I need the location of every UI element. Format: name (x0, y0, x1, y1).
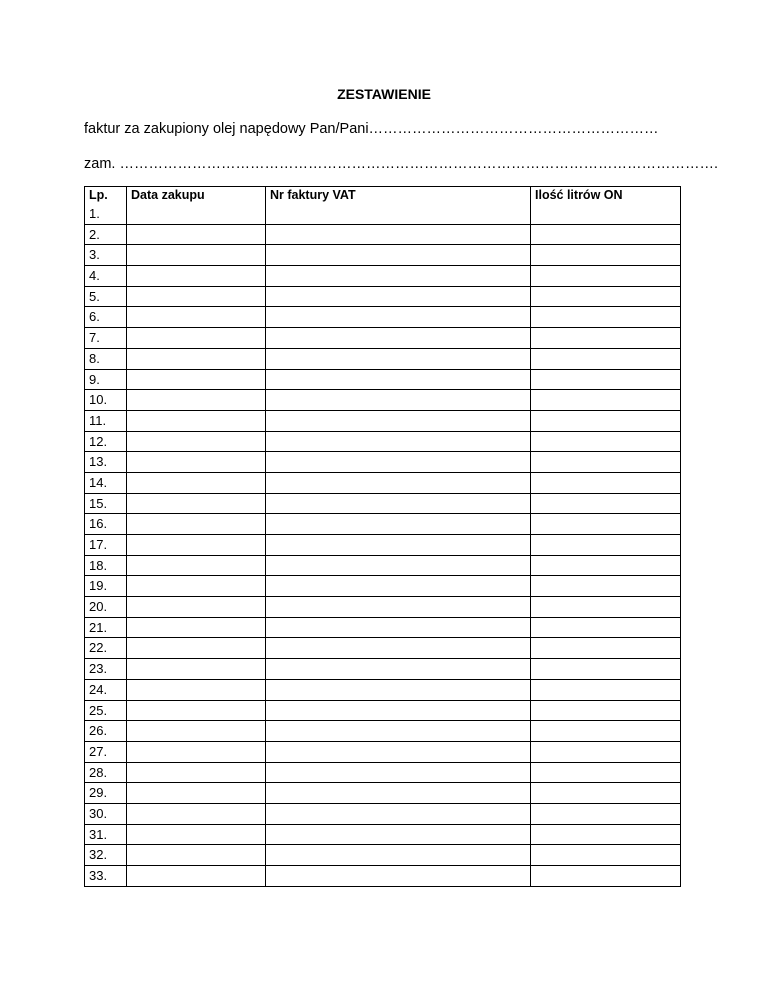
liters-cell[interactable] (531, 390, 681, 411)
invoice-number-cell[interactable] (266, 224, 531, 245)
column-header-liters: Ilość litrów ON (531, 187, 681, 205)
date-cell[interactable] (127, 679, 266, 700)
row-number: 31. (85, 824, 127, 845)
date-cell[interactable] (127, 783, 266, 804)
liters-cell[interactable] (531, 866, 681, 887)
invoice-number-cell[interactable] (266, 410, 531, 431)
date-cell[interactable] (127, 845, 266, 866)
liters-cell[interactable] (531, 597, 681, 618)
row-number: 13. (85, 452, 127, 473)
liters-cell[interactable] (531, 493, 681, 514)
invoice-number-cell[interactable] (266, 328, 531, 349)
invoice-number-cell[interactable] (266, 245, 531, 266)
invoice-number-cell[interactable] (266, 638, 531, 659)
date-cell[interactable] (127, 638, 266, 659)
row-number: 16. (85, 514, 127, 535)
liters-cell[interactable] (531, 224, 681, 245)
invoice-number-cell[interactable] (266, 452, 531, 473)
row-number: 25. (85, 700, 127, 721)
table-row (85, 472, 681, 493)
row-number: 24. (85, 679, 127, 700)
table-row (85, 328, 681, 349)
liters-cell[interactable] (531, 369, 681, 390)
invoice-number-cell[interactable] (266, 431, 531, 452)
liters-cell[interactable] (531, 307, 681, 328)
table-row (85, 576, 681, 597)
invoice-number-cell[interactable] (266, 307, 531, 328)
table-row (85, 514, 681, 535)
date-cell[interactable] (127, 472, 266, 493)
invoice-number-cell[interactable] (266, 369, 531, 390)
liters-cell[interactable] (531, 638, 681, 659)
date-cell[interactable] (127, 328, 266, 349)
invoice-number-cell[interactable] (266, 286, 531, 307)
table-row (85, 741, 681, 762)
row-number: 21. (85, 617, 127, 638)
invoice-number-cell[interactable] (266, 679, 531, 700)
date-cell[interactable] (127, 576, 266, 597)
liters-cell[interactable] (531, 824, 681, 845)
date-cell[interactable] (127, 369, 266, 390)
liters-cell[interactable] (531, 762, 681, 783)
row-number: 20. (85, 597, 127, 618)
date-cell[interactable] (127, 224, 266, 245)
row-number: 5. (85, 286, 127, 307)
table-row (85, 204, 681, 224)
column-header-lp: Lp. (85, 187, 127, 205)
date-cell[interactable] (127, 390, 266, 411)
invoice-number-cell[interactable] (266, 266, 531, 287)
row-number: 29. (85, 783, 127, 804)
liters-cell[interactable] (531, 803, 681, 824)
date-cell[interactable] (127, 204, 266, 224)
date-cell[interactable] (127, 493, 266, 514)
date-cell[interactable] (127, 245, 266, 266)
invoice-number-cell[interactable] (266, 597, 531, 618)
invoice-number-cell[interactable] (266, 700, 531, 721)
table-row (85, 286, 681, 307)
invoice-number-cell[interactable] (266, 762, 531, 783)
invoice-number-cell[interactable] (266, 866, 531, 887)
row-number: 7. (85, 328, 127, 349)
liters-cell[interactable] (531, 741, 681, 762)
row-number: 23. (85, 659, 127, 680)
address-line: zam. ……………………………………………………………………………………………………………. (84, 156, 718, 172)
liters-cell[interactable] (531, 266, 681, 287)
row-number: 9. (85, 369, 127, 390)
invoice-number-cell[interactable] (266, 204, 531, 224)
liters-cell[interactable] (531, 431, 681, 452)
liters-cell[interactable] (531, 245, 681, 266)
date-cell[interactable] (127, 741, 266, 762)
row-number: 19. (85, 576, 127, 597)
date-cell[interactable] (127, 514, 266, 535)
table-row (85, 390, 681, 411)
table-row (85, 266, 681, 287)
date-cell[interactable] (127, 410, 266, 431)
date-cell[interactable] (127, 286, 266, 307)
liters-cell[interactable] (531, 617, 681, 638)
row-number: 6. (85, 307, 127, 328)
row-number: 1. (85, 204, 127, 224)
date-cell[interactable] (127, 866, 266, 887)
table-row (85, 762, 681, 783)
invoice-number-cell[interactable] (266, 617, 531, 638)
liters-cell[interactable] (531, 204, 681, 224)
table-row (85, 721, 681, 742)
liters-cell[interactable] (531, 659, 681, 680)
row-number: 22. (85, 638, 127, 659)
liters-cell[interactable] (531, 535, 681, 556)
liters-cell[interactable] (531, 452, 681, 473)
invoice-number-cell[interactable] (266, 659, 531, 680)
liters-cell[interactable] (531, 472, 681, 493)
table-row (85, 307, 681, 328)
invoice-number-cell[interactable] (266, 824, 531, 845)
table-row (85, 659, 681, 680)
table-row (85, 617, 681, 638)
invoice-number-cell[interactable] (266, 514, 531, 535)
invoice-number-cell[interactable] (266, 472, 531, 493)
date-cell[interactable] (127, 535, 266, 556)
liters-cell[interactable] (531, 328, 681, 349)
date-cell[interactable] (127, 266, 266, 287)
table-row (85, 555, 681, 576)
row-number: 18. (85, 555, 127, 576)
column-header-date: Data zakupu (127, 187, 266, 205)
liters-cell[interactable] (531, 410, 681, 431)
table-row (85, 245, 681, 266)
date-cell[interactable] (127, 431, 266, 452)
table-row (85, 348, 681, 369)
table-row (85, 700, 681, 721)
row-number: 12. (85, 431, 127, 452)
row-number: 8. (85, 348, 127, 369)
date-cell[interactable] (127, 555, 266, 576)
date-cell[interactable] (127, 824, 266, 845)
invoice-number-cell[interactable] (266, 535, 531, 556)
row-number: 14. (85, 472, 127, 493)
row-number: 30. (85, 803, 127, 824)
invoice-number-cell[interactable] (266, 783, 531, 804)
invoice-table (84, 186, 681, 887)
row-number: 26. (85, 721, 127, 742)
row-number: 28. (85, 762, 127, 783)
table-row (85, 866, 681, 887)
table-row (85, 638, 681, 659)
row-number: 32. (85, 845, 127, 866)
row-number: 3. (85, 245, 127, 266)
document-title: ZESTAWIENIE (337, 86, 431, 102)
row-number: 11. (85, 410, 127, 431)
liters-cell[interactable] (531, 679, 681, 700)
table-row (85, 783, 681, 804)
invoice-number-cell[interactable] (266, 555, 531, 576)
table-row (85, 431, 681, 452)
row-number: 2. (85, 224, 127, 245)
table-row (85, 535, 681, 556)
table-row (85, 452, 681, 473)
liters-cell[interactable] (531, 286, 681, 307)
liters-cell[interactable] (531, 783, 681, 804)
liters-cell[interactable] (531, 514, 681, 535)
liters-cell[interactable] (531, 576, 681, 597)
date-cell[interactable] (127, 803, 266, 824)
table-row (85, 224, 681, 245)
invoice-number-cell[interactable] (266, 576, 531, 597)
column-header-invoice: Nr faktury VAT (266, 187, 531, 205)
table-row (85, 824, 681, 845)
table-row (85, 410, 681, 431)
row-number: 17. (85, 535, 127, 556)
invoice-number-cell[interactable] (266, 741, 531, 762)
date-cell[interactable] (127, 452, 266, 473)
table-row (85, 493, 681, 514)
row-number: 4. (85, 266, 127, 287)
table-row (85, 679, 681, 700)
buyer-line: faktur za zakupiony olej napędowy Pan/Pani…………………………………………………… (84, 121, 659, 137)
row-number: 15. (85, 493, 127, 514)
table-row (85, 597, 681, 618)
date-cell[interactable] (127, 348, 266, 369)
liters-cell[interactable] (531, 555, 681, 576)
date-cell[interactable] (127, 617, 266, 638)
table-row (85, 369, 681, 390)
table-row (85, 803, 681, 824)
table-header-row (85, 187, 681, 205)
invoice-number-cell[interactable] (266, 348, 531, 369)
liters-cell[interactable] (531, 700, 681, 721)
date-cell[interactable] (127, 762, 266, 783)
invoice-number-cell[interactable] (266, 493, 531, 514)
liters-cell[interactable] (531, 721, 681, 742)
date-cell[interactable] (127, 721, 266, 742)
invoice-number-cell[interactable] (266, 803, 531, 824)
date-cell[interactable] (127, 597, 266, 618)
date-cell[interactable] (127, 700, 266, 721)
row-number: 10. (85, 390, 127, 411)
invoice-number-cell[interactable] (266, 845, 531, 866)
liters-cell[interactable] (531, 348, 681, 369)
liters-cell[interactable] (531, 845, 681, 866)
row-number: 33. (85, 866, 127, 887)
date-cell[interactable] (127, 659, 266, 680)
table-row (85, 845, 681, 866)
invoice-number-cell[interactable] (266, 721, 531, 742)
invoice-number-cell[interactable] (266, 390, 531, 411)
row-number: 27. (85, 741, 127, 762)
date-cell[interactable] (127, 307, 266, 328)
